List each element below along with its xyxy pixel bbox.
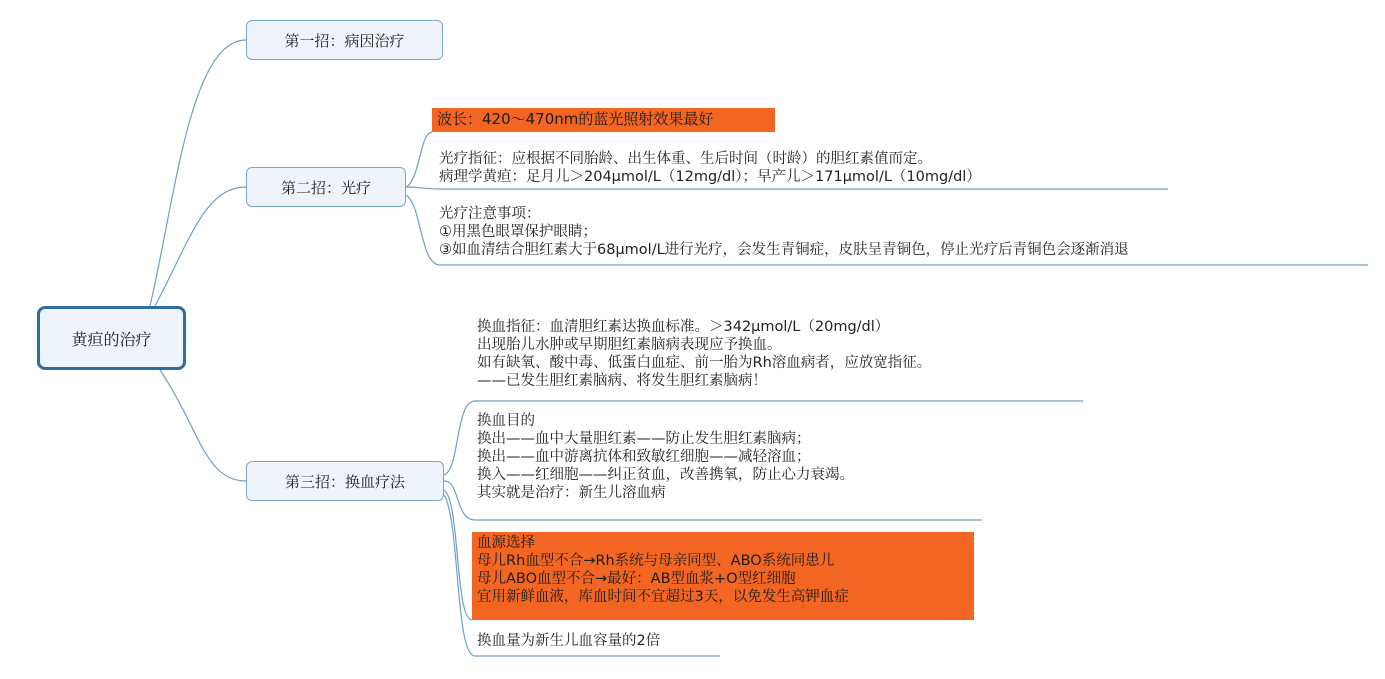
connector-b3-leaf1 [444, 401, 475, 475]
leaf-line: 母儿Rh血型不合→Rh系统与母亲同型、ABO系统同患儿 [477, 553, 835, 569]
leaf-line: 换血量为新生儿血容量的2倍 [477, 633, 661, 649]
connector-root-branch2 [155, 187, 246, 306]
branch-exchange-transfusion[interactable] [246, 461, 444, 501]
branch-phototherapy[interactable] [246, 167, 406, 207]
branch-label: 第三招：换血疗法 [284, 472, 405, 491]
leaf-line: 宜用新鲜血液，库血时间不宜超过3天，以免发生高钾血症 [477, 589, 849, 605]
leaf-line: 血源选择 [477, 535, 535, 551]
leaf-line: ——已发生胆红素脑病、将发生胆红素脑病！ [477, 373, 767, 389]
leaf-line: 换入——红细胞——纠正贫血，改善携氧，防止心力衰竭。 [477, 467, 854, 483]
leaf-line: 母儿ABO血型不合→最好：AB型血浆+O型红细胞 [477, 571, 796, 587]
branch-label: 第一招：病因治疗 [284, 31, 405, 50]
leaf-line: 换出——血中大量胆红素——防止发生胆红素脑病； [477, 431, 811, 447]
leaf-line: 病理学黄疸：足月儿＞204μmol/L（12mg/dl）；早产儿＞171μmol/L（10mg/dl） [439, 169, 981, 185]
leaf-line: 波长：420～470nm的蓝光照射效果最好 [437, 110, 714, 128]
root-topic-label: 黄疸的治疗 [71, 329, 152, 349]
leaf-line: 如有缺氧、酸中毒、低蛋白血症、前一胎为Rh溶血病者，应放宽指征。 [477, 355, 932, 371]
connector-b2-leaf1 [406, 132, 432, 187]
leaf-line: 光疗指征：应根据不同胎龄、出生体重、生后时间（时龄）的胆红素值而定。 [439, 151, 932, 167]
connector-b2-leaf3 [406, 195, 440, 265]
leaf-line: ①用黑色眼罩保护眼睛； [439, 224, 597, 240]
leaf-line: 光疗注意事项： [439, 206, 541, 222]
leaf-line: 换出——血中游离抗体和致敏红细胞——减轻溶血； [477, 449, 811, 465]
leaf-phototherapy-indication[interactable] [439, 150, 981, 186]
connector-b3-leaf2 [444, 481, 475, 520]
connector-root-branch3 [160, 370, 246, 481]
leaf-line: 其实就是治疗：新生儿溶血病 [477, 485, 666, 501]
leaf-exchange-purpose[interactable] [477, 412, 854, 502]
connector-b3-leaf3 [444, 490, 472, 620]
leaf-line: 换血目的 [477, 413, 535, 429]
branch-label: 第二招：光疗 [280, 178, 371, 197]
branch-cause-treatment[interactable] [246, 20, 443, 60]
leaf-line: 出现胎儿水肿或早期胆红素脑病表现应予换血。 [477, 337, 782, 353]
leaf-line: ③如血清结合胆红素大于68μmol/L进行光疗，会发生青铜症，皮肤呈青铜色，停止光疗后青铜色会逐渐消退 [439, 242, 1129, 258]
leaf-phototherapy-notes[interactable] [439, 205, 1129, 259]
leaf-exchange-indication[interactable] [477, 318, 931, 390]
leaf-blood-source[interactable] [472, 532, 974, 620]
connector-root-branch1 [150, 40, 246, 306]
leaf-line: 换血指征：血清胆红素达换血标准。＞342μmol/L（20mg/dl） [477, 319, 890, 335]
leaf-exchange-volume[interactable] [477, 632, 660, 650]
connector-b2-leaf2 [406, 187, 440, 189]
root-topic[interactable] [37, 306, 186, 370]
leaf-wavelength[interactable] [432, 108, 775, 132]
